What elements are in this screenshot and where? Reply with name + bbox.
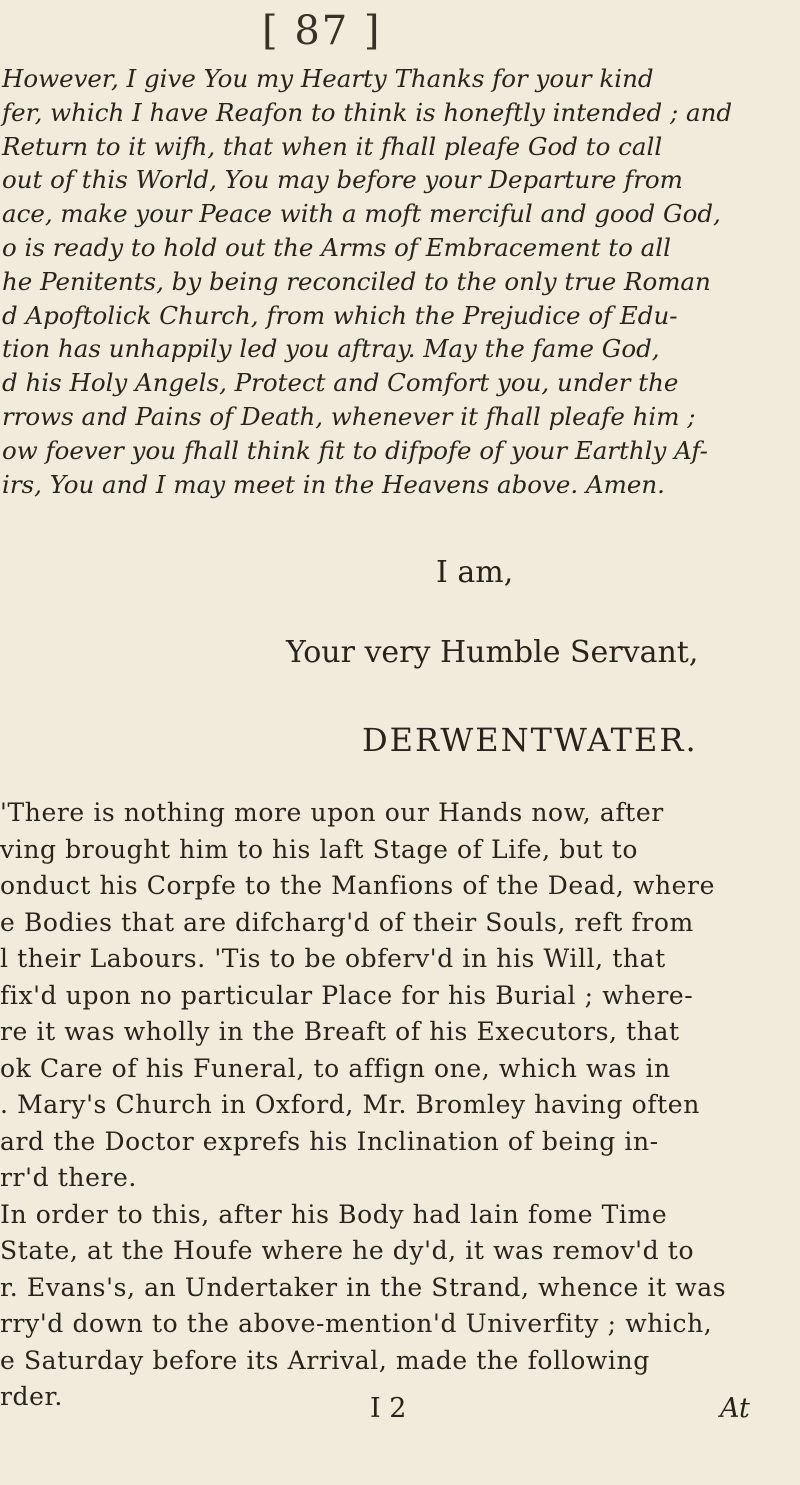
text-line: re it was wholly in the Breaft of his Executors, that bbox=[0, 1017, 680, 1046]
letter-text bbox=[0, 62, 792, 501]
signature-mark: I 2 bbox=[370, 1393, 407, 1424]
text-line: 'There is nothing more upon our Hands now, after bbox=[0, 798, 664, 827]
text-line: out of this World, You may before your Departure from bbox=[2, 165, 683, 195]
text-line: . Mary's Church in Oxford, Mr. Bromley having often bbox=[0, 1090, 700, 1119]
letter-signature: DERWENTWATER. bbox=[362, 721, 698, 759]
text-line: fix'd upon no particular Place for his Burial ; where- bbox=[0, 980, 694, 1010]
page-footer bbox=[0, 1393, 800, 1429]
text-line: In order to this, after his Body had lain fome Time bbox=[0, 1199, 668, 1229]
text-line: State, at the Houfe where he dy'd, it was remov'd to bbox=[0, 1236, 695, 1265]
text-line: rder. bbox=[0, 1382, 63, 1411]
text-line: ard the Doctor exprefs his Inclination of being in- bbox=[0, 1126, 659, 1156]
text-line: r. Evans's, an Undertaker in the Strand, whence it was bbox=[0, 1272, 727, 1302]
text-line: rry'd down to the above-mention'd Univerfity ; which, bbox=[0, 1309, 713, 1338]
text-line: ok Care of his Funeral, to affign one, which was in bbox=[0, 1053, 671, 1083]
narrative-text bbox=[0, 795, 800, 1416]
text-line: d Apoftolick Church, from which the Prejudice of Edu- bbox=[2, 300, 678, 330]
text-line: irs, You and I may meet in the Heavens above. Amen. bbox=[2, 469, 665, 499]
text-line: ow foever you fhall think fit to difpofe of your Earthly Af- bbox=[2, 435, 708, 465]
text-line: rrows and Pains of Death, whenever it fhall pleafe him ; bbox=[2, 401, 696, 431]
text-line: fer, which I have Reafon to think is honeftly intended ; and bbox=[2, 97, 733, 127]
catchword: At bbox=[720, 1393, 750, 1424]
text-line: ace, make your Peace with a moft merciful and good God, bbox=[2, 199, 721, 229]
text-line: rr'd there. bbox=[0, 1163, 137, 1192]
letter-closing: I am, bbox=[436, 555, 514, 590]
text-line: e Saturday before its Arrival, made the following bbox=[0, 1345, 650, 1375]
text-line: ving brought him to his laft Stage of Life, but to bbox=[0, 834, 638, 864]
text-line: However, I give You my Hearty Thanks for your kind bbox=[2, 64, 654, 93]
letter-closing-servant: Your very Humble Servant, bbox=[286, 635, 699, 670]
text-line: o is ready to hold out the Arms of Embracement to all bbox=[2, 232, 671, 262]
text-line: l their Labours. 'Tis to be obferv'd in his Will, that bbox=[0, 944, 666, 973]
text-line: he Penitents, by being reconciled to the only true Roman bbox=[2, 266, 711, 296]
text-line: tion has unhappily led you aftray. May the fame God, bbox=[2, 334, 660, 364]
text-line: Return to it wifh, that when it fhall pleafe God to call bbox=[2, 131, 663, 161]
text-line: onduct his Corpfe to the Manfions of the Dead, where bbox=[0, 871, 715, 900]
page-number: [ 87 ] bbox=[262, 8, 382, 54]
text-line: d his Holy Angels, Protect and Comfort you, under the bbox=[2, 368, 679, 398]
text-line: e Bodies that are difcharg'd of their Souls, reft from bbox=[0, 907, 694, 937]
